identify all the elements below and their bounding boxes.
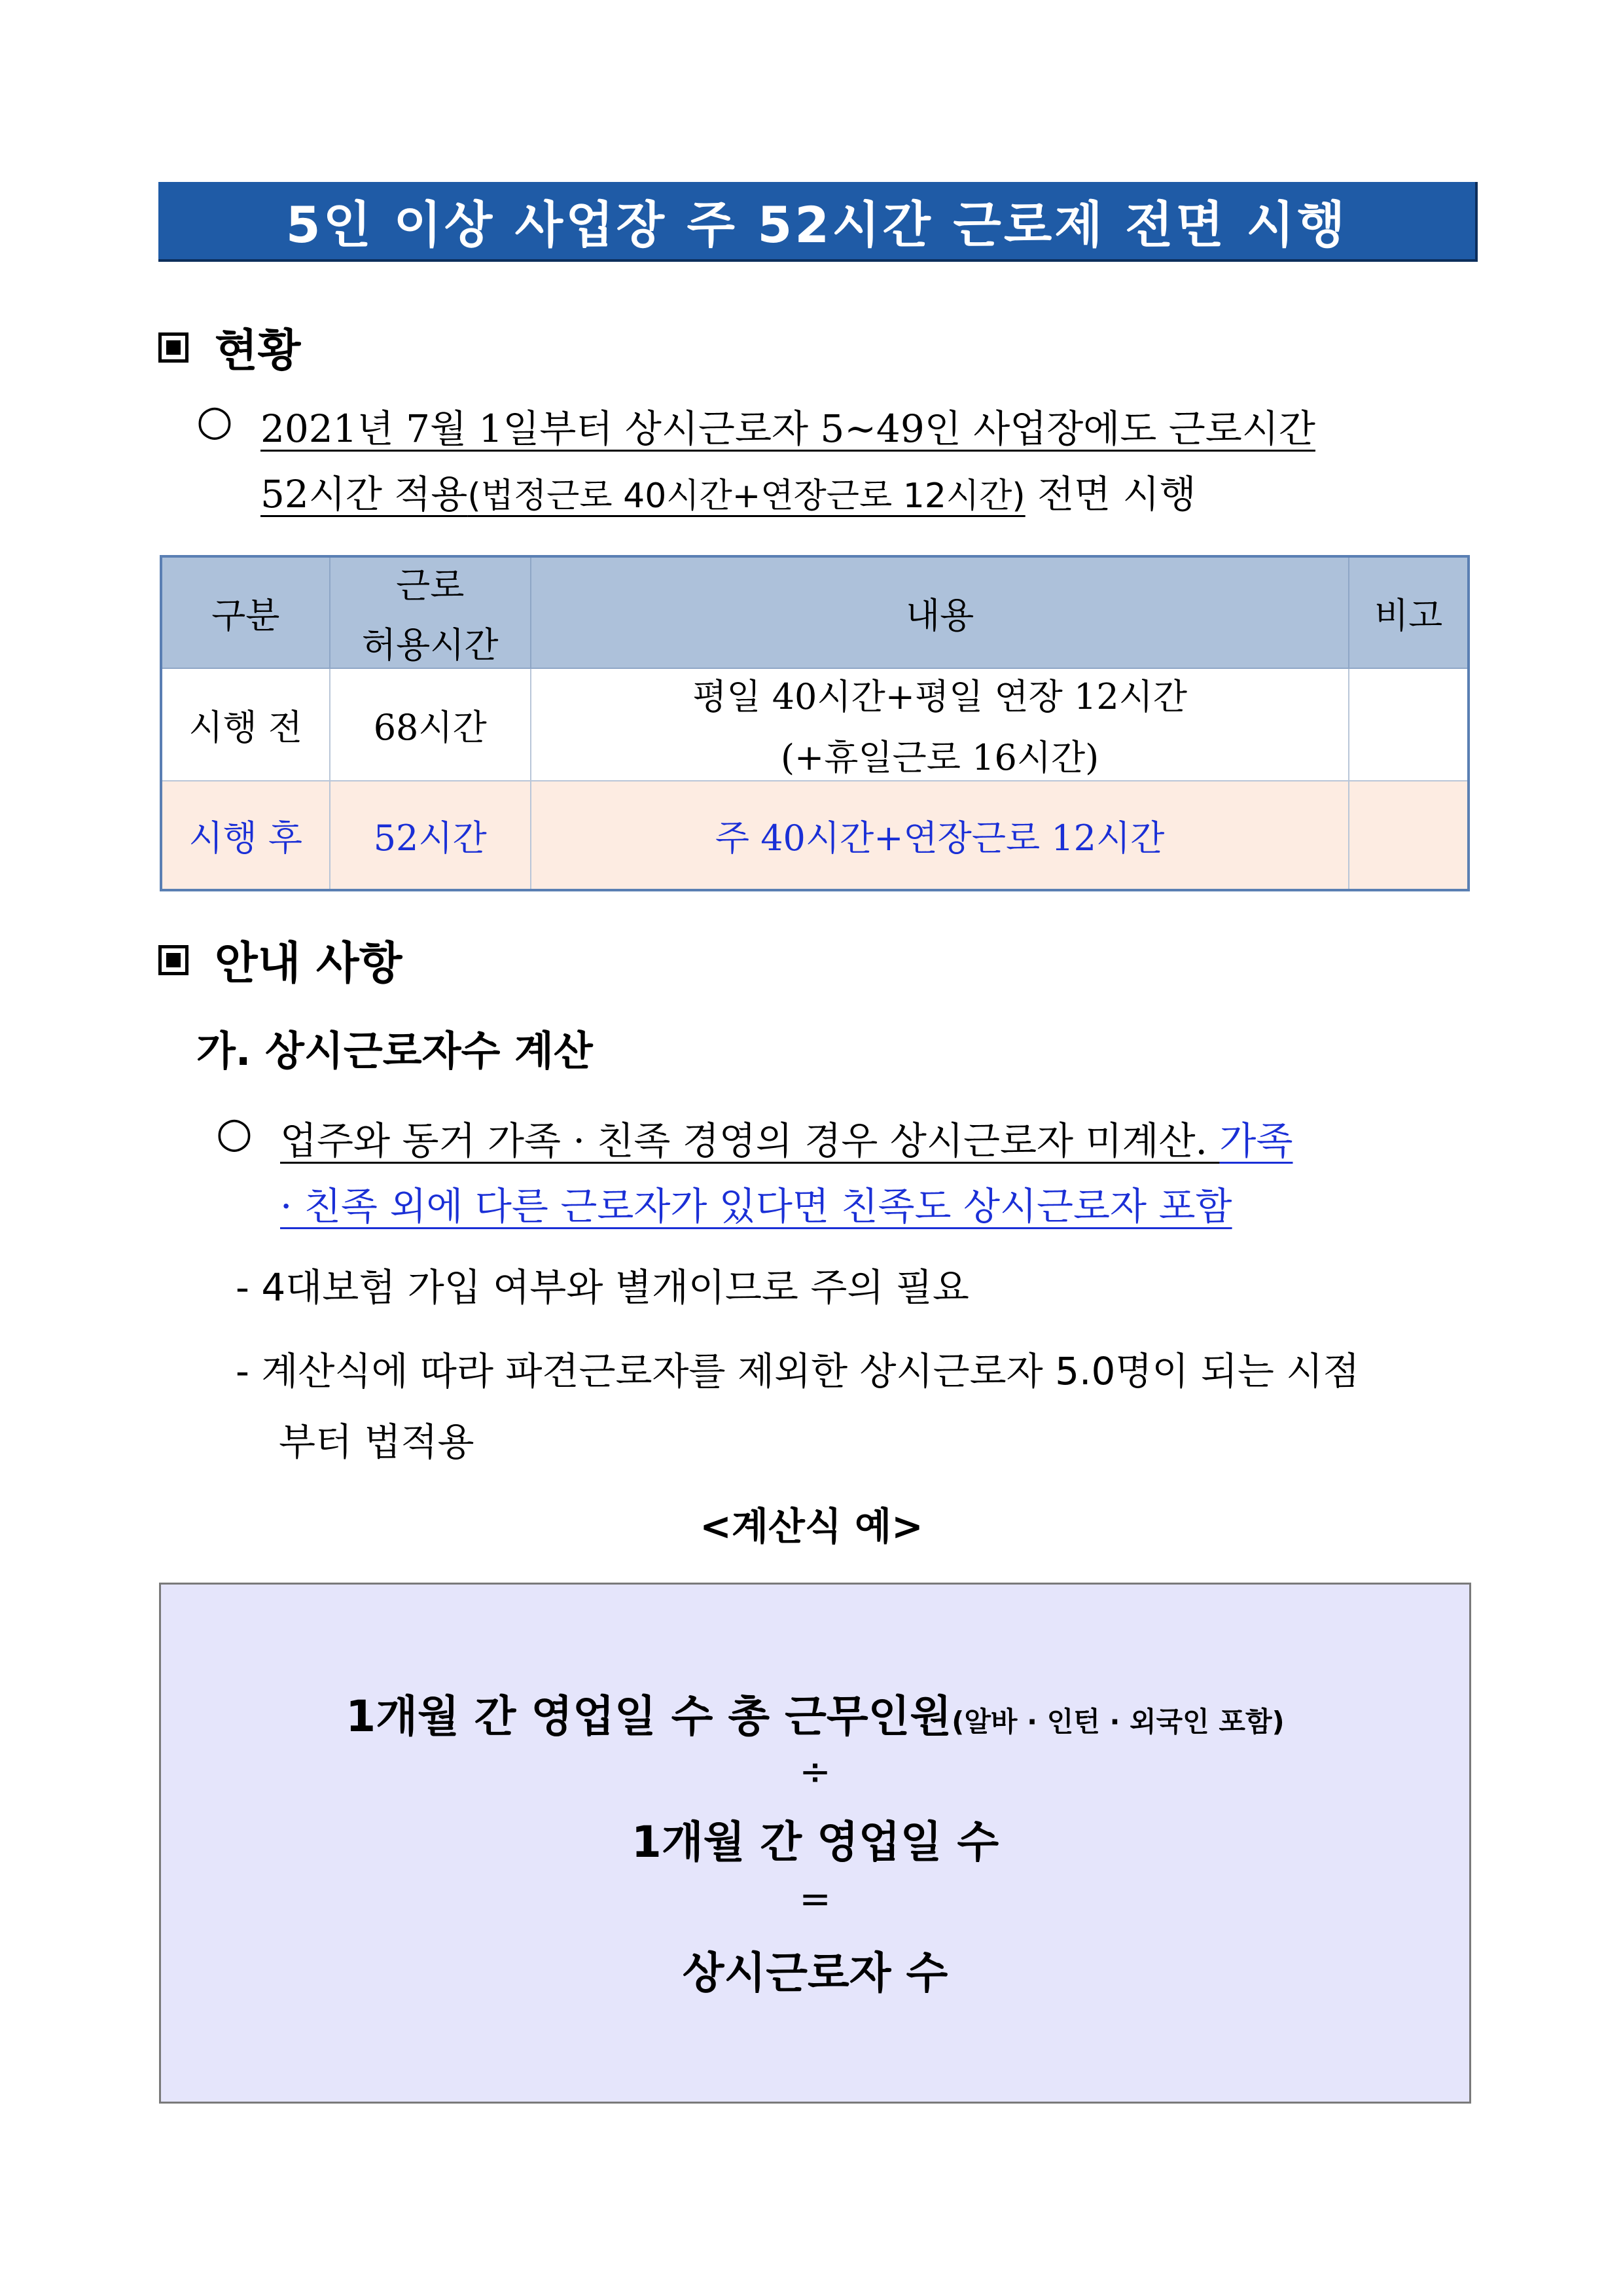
- subsection-heading: 가. 상시근로자수 계산: [196, 1027, 593, 1075]
- header-allowed-hours-l1: 근로: [396, 565, 465, 606]
- row2-label: 시행 후: [161, 781, 330, 890]
- row1-content-l1: 평일 40시간+평일 연장 12시간: [692, 676, 1188, 717]
- header-allowed-hours-l2: 허용시간: [361, 624, 499, 666]
- calc-caption: <계산식 예>: [700, 1504, 923, 1549]
- calc-numerator: [161, 1681, 1469, 1744]
- row1-label: 시행 전: [161, 668, 330, 781]
- calc-numerator-note: (알바 · 인턴 · 외국인 포함): [952, 1706, 1285, 1738]
- calc-result: 상시근로자 수: [682, 1948, 948, 1998]
- comparison-table: [160, 555, 1470, 891]
- circle-bullet-icon: ○: [196, 397, 233, 445]
- dash-note-1: - 4대보험 가입 여부와 별개이므로 주의 필요: [236, 1265, 969, 1310]
- header-allowed-hours: [330, 556, 531, 668]
- title-bar: [158, 182, 1478, 262]
- status-bullet-line2-c: 전면 시행: [1025, 472, 1196, 516]
- row2-content: 주 40시간+연장근로 12시간: [531, 781, 1349, 890]
- header-category: 구분: [161, 556, 330, 668]
- section-heading-text: 현황: [215, 325, 301, 377]
- calc-denominator: 1개월 간 영업일 수: [631, 1817, 999, 1867]
- guide-bullet-line1-a: 업주와 동거 가족 · 친족 경영의 경우 상시근로자 미계산.: [280, 1119, 1220, 1163]
- square-bullet-icon: [158, 332, 188, 363]
- calc-box: [159, 1583, 1471, 2104]
- header-note: 비고: [1349, 556, 1469, 668]
- section-heading-text: 안내 사항: [215, 938, 402, 990]
- circle-bullet-icon: ○: [216, 1109, 253, 1157]
- status-bullet-line2-a: 52시간 적용: [260, 472, 468, 516]
- status-bullet-line2: [260, 463, 1196, 518]
- guide-bullet-line1-b: 가족: [1219, 1119, 1293, 1163]
- row2-hours: 52시간: [330, 781, 531, 890]
- row1-hours: 68시간: [330, 668, 531, 781]
- row1-content-l2: (+휴일근로 16시간): [780, 737, 1099, 778]
- header-content: 내용: [531, 556, 1349, 668]
- dash-note-2-line1: - 계산식에 따라 파견근로자를 제외한 상시근로자 5.0명이 되는 시점: [236, 1349, 1360, 1393]
- status-bullet-line2-b: (법정근로 40시간+연장근로 12시간): [467, 476, 1026, 516]
- table-header-row: [161, 556, 1469, 668]
- table-row: [161, 781, 1469, 890]
- status-bullet-line1: 2021년 7월 1일부터 상시근로자 5~49인 사업장에도 근로시간: [260, 406, 1315, 451]
- section-heading-guide: [158, 928, 402, 992]
- square-bullet-icon: [158, 945, 188, 975]
- page-title: 5인 이상 사업장 주 52시간 근로제 전면 시행: [285, 195, 1348, 254]
- equals-symbol: =: [799, 1876, 831, 1921]
- dash-note-2-line2: 부터 법적용: [279, 1420, 474, 1464]
- table-row: [161, 668, 1469, 781]
- guide-bullet-line1: [280, 1110, 1293, 1165]
- row1-note: [1349, 668, 1469, 781]
- section-heading-status: [158, 315, 300, 379]
- divide-symbol: ÷: [799, 1749, 831, 1794]
- guide-bullet-line2: · 친족 외에 다른 근로자가 있다면 친족도 상시근로자 포함: [280, 1184, 1232, 1229]
- calc-numerator-text: 1개월 간 영업일 수 총 근무인원: [346, 1691, 952, 1742]
- row1-content: [531, 668, 1349, 781]
- row2-note: [1349, 781, 1469, 890]
